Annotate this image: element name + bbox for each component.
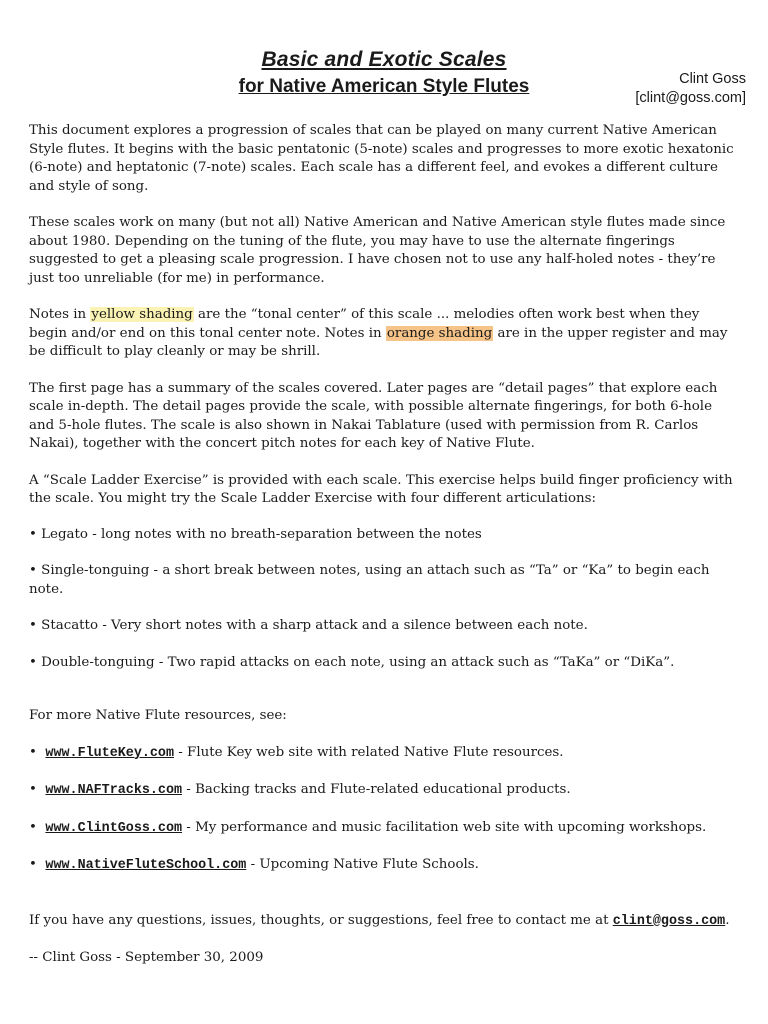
resource-desc: - Backing tracks and Flute-related educational products. bbox=[182, 782, 571, 797]
resource-item bbox=[29, 856, 741, 876]
link-naftracks[interactable]: www.NAFTracks.com bbox=[45, 783, 183, 798]
link-nativefluteschool[interactable]: www.NativeFluteSchool.com bbox=[45, 858, 247, 873]
document-body bbox=[29, 122, 741, 968]
scale-ladder-paragraph: A “Scale Ladder Exercise” is provided with each scale. This exercise helps build finger proficiency with the scale. You might try the Scale Ladder Exercise with four different articulations: bbox=[29, 472, 733, 506]
bullet: • bbox=[29, 782, 37, 797]
resource-item bbox=[29, 781, 741, 801]
author-email: [clint@goss.com] bbox=[635, 90, 746, 106]
bullet: • bbox=[29, 744, 37, 760]
document-subtitle: for Native American Style Flutes bbox=[238, 76, 530, 97]
resource-desc: - My performance and music facilitation web site with upcoming workshops. bbox=[182, 819, 707, 835]
contact-end: . bbox=[725, 912, 730, 928]
intro-paragraph: This document explores a progression of scales that can be played on many current Native American Style flutes. It begins with the basic pentatonic (5-note) scales and progresses to more exotic hexatonic (6-note) and heptatonic (7-note) scales. Each scale has a different feel, and evokes a different culture and style of song. bbox=[29, 123, 734, 194]
articulation-single-tonguing: • Single-tonguing - a short break between notes, using an attach such as “Ta” or “Ka” to begin each note. bbox=[29, 563, 710, 597]
yellow-shading-highlight: yellow shading bbox=[91, 307, 193, 322]
articulation-legato: • Legato - long notes with no breath-separation between the notes bbox=[29, 526, 482, 542]
resource-desc: - Upcoming Native Flute Schools. bbox=[246, 857, 479, 872]
resource-desc: - Flute Key web site with related Native Flute resources. bbox=[174, 744, 564, 760]
shading-text-c: are in the upper register and may be difficult to play cleanly or may be shrill. bbox=[29, 325, 728, 359]
shading-text-a: Notes in bbox=[29, 307, 91, 322]
link-clintgoss[interactable]: www.ClintGoss.com bbox=[45, 820, 183, 836]
contact-text: If you have any questions, issues, thoughts, or suggestions, feel free to contact me at bbox=[29, 912, 613, 928]
pages-paragraph: The first page has a summary of the scales covered. Later pages are “detail pages” that explore each scale in-depth. The detail pages provide the scale, with possible alternate fingerings, for both 6-hole and 5-hole flutes. The scale is also shown in Nakai Tablature (used with permission from R. Carlos Nakai), together with the concert pitch notes for each key of Native Flute. bbox=[29, 380, 718, 451]
bullet: • bbox=[29, 819, 37, 835]
resources-intro: For more Native Flute resources, see: bbox=[29, 708, 287, 723]
bullet: • bbox=[29, 857, 37, 872]
author-name: Clint Goss bbox=[679, 71, 746, 87]
resource-item bbox=[29, 819, 741, 839]
shading-text-b: are the “tonal center” of this scale ... melodies often work best when they begin and/or end on this tonal center note. Notes in bbox=[29, 307, 700, 341]
contact-email-link[interactable]: clint@goss.com bbox=[612, 913, 726, 929]
orange-shading-highlight: orange shading bbox=[386, 325, 493, 341]
resource-item bbox=[29, 744, 741, 764]
articulation-stacatto: • Stacatto - Very short notes with a sharp attack and a silence between each note. bbox=[29, 618, 588, 633]
link-flutekey[interactable]: www.FluteKey.com bbox=[45, 745, 174, 761]
signature: -- Clint Goss - September 30, 2009 bbox=[29, 950, 264, 965]
articulation-double-tonguing: • Double-tonguing - Two rapid attacks on each note, using an attack such as “TaKa” or “DiKa”. bbox=[29, 654, 675, 670]
document-title: Basic and Exotic Scales bbox=[261, 48, 507, 71]
compatibility-paragraph: These scales work on many (but not all) Native American and Native American style flutes made since about 1980. Depending on the tuning of the flute, you may have to use the alternate fingerings suggested to get a pleasing scale progression. I have chosen not to use any half-holed notes - they’re just too unreliable (for me) in performance. bbox=[29, 215, 726, 286]
shading-paragraph bbox=[29, 306, 741, 362]
author-block bbox=[635, 70, 746, 108]
contact-paragraph bbox=[29, 912, 741, 932]
